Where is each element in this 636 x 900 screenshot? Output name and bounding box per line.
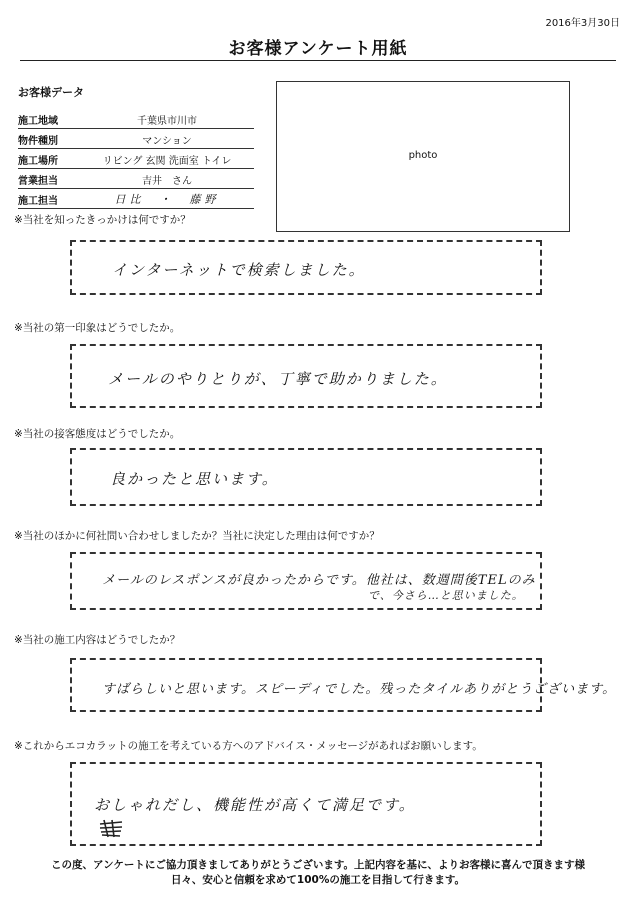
footer-line-1: この度、アンケートにご協力頂きましてありがとうございます。上記内容を基に、よりお客様に喜んで頂きます様 (50, 859, 586, 871)
answer-5: すばらしいと思います。スピーディでした。残ったタイルありがとうございます。 (102, 682, 617, 697)
question-3: ※当社の接客態度はどうでしたか。 (14, 428, 181, 440)
info-row-location (18, 149, 254, 169)
answer-box-3 (70, 448, 542, 506)
info-label: 物件種別 (18, 136, 58, 147)
info-row-property-type (18, 129, 254, 149)
answer-box-2 (70, 344, 542, 408)
info-row-sales (18, 169, 254, 189)
answer-1: インターネットで検索しました。 (112, 261, 366, 279)
question-2: ※当社の第一印象はどうでしたか。 (14, 322, 181, 334)
question-5: ※当社の施工内容はどうでしたか？ (14, 634, 181, 646)
footer-line-2: 日々、安心と信頼を求めて100%の施工を目指して行きます。 (170, 874, 466, 886)
answer-4: メールのレスポンスが良かったからです。他社は、数週間後TELのみ (102, 573, 536, 588)
photo-label: photo (408, 150, 438, 161)
info-label: 施工担当 (18, 196, 58, 207)
info-value: 吉井 さん (142, 176, 192, 187)
question-6: ※これからエコカラットの施工を考えている方へのアドバイス・メッセージがあればお願いします。 (14, 740, 483, 752)
answer-3: 良かったと思います。 (110, 470, 279, 488)
title-underline (20, 60, 616, 61)
info-value: マンション (142, 136, 192, 147)
answer-box-1 (70, 240, 542, 295)
info-row-area (18, 109, 254, 129)
answer-box-4 (70, 552, 542, 610)
page-title: お客様アンケート用紙 (228, 39, 408, 59)
question-4: ※当社のほかに何社問い合わせしましたか？当社に決定した理由は何ですか？ (14, 530, 380, 542)
info-label: 施工地域 (18, 116, 58, 127)
info-label: 営業担当 (18, 176, 58, 187)
survey-date: 2016年3月30日 (545, 18, 620, 29)
answer-box-5 (70, 658, 617, 712)
answer-6: おしゃれだし、機能性が高くて満足です。 (94, 796, 416, 814)
customer-data-table (18, 109, 254, 209)
info-row-installer (18, 189, 254, 209)
customer-data-heading: お客様データ (18, 86, 84, 99)
answer-2: メールのやりとりが、丁寧で助かりました。 (108, 370, 448, 388)
crossed-out-scribble (98, 818, 124, 838)
info-label: 施工場所 (18, 156, 58, 167)
info-value-handwritten: 日比 ・ 藤野 (114, 193, 220, 206)
info-value: 千葉県市川市 (137, 116, 197, 127)
answer-box-6 (70, 762, 542, 846)
question-1: ※当社を知ったきっかけは何ですか？ (14, 214, 191, 226)
info-value: リビング 玄関 洗面室 トイレ (102, 156, 232, 167)
answer-4-line-2: で、今さら…と思いました。 (368, 589, 524, 602)
photo-placeholder (276, 81, 570, 232)
